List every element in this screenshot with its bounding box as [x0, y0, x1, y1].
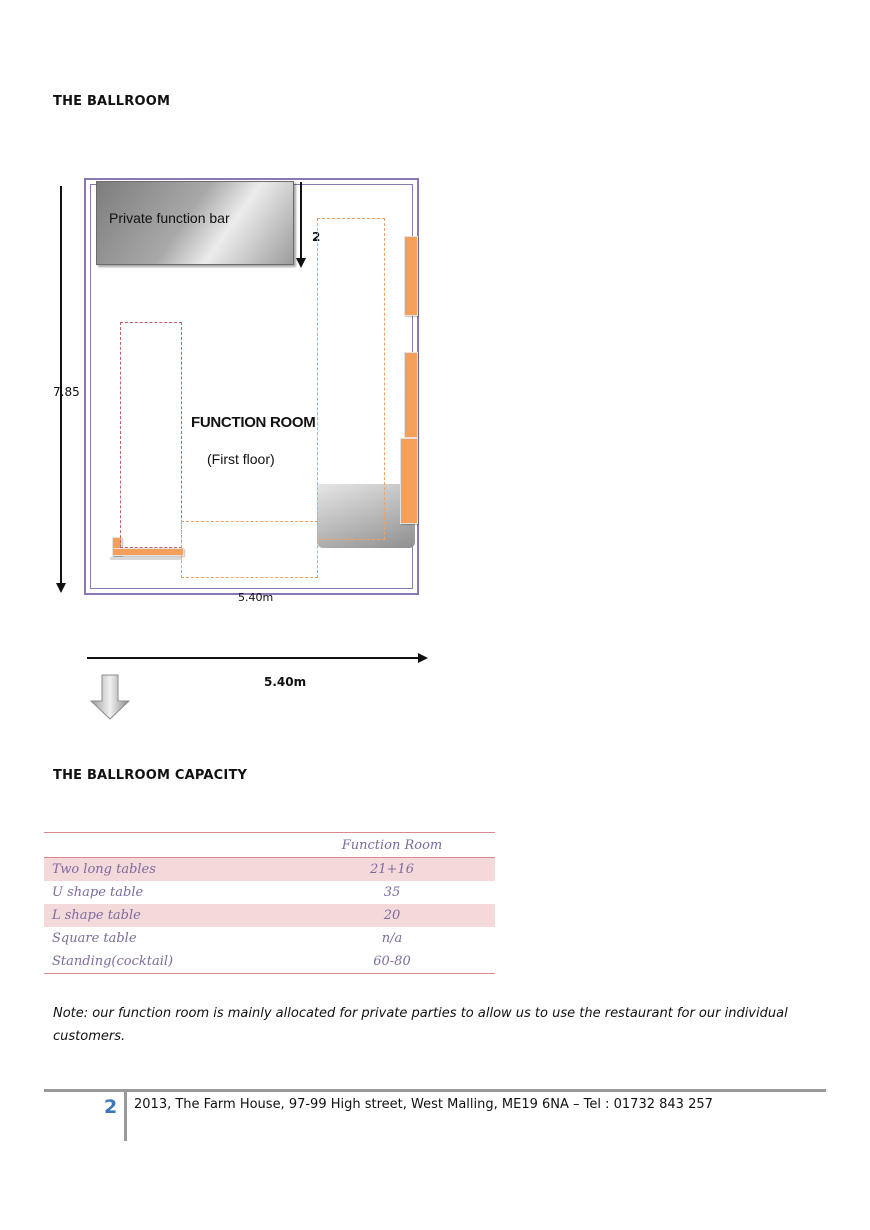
- note-paragraph: Note: our function room is mainly allocated for private parties to allow us to use the restaurant for our individual customers.: [53, 1006, 788, 1044]
- table-row: [44, 881, 495, 904]
- long-table-right: [317, 218, 385, 540]
- table-row: [44, 950, 495, 974]
- footer-vertical-divider: [124, 1091, 127, 1141]
- bar-dimension-label: 2: [312, 230, 321, 244]
- table-row: [44, 904, 495, 927]
- page-number: 2: [104, 1096, 118, 1118]
- width-dimension-line: [87, 657, 419, 659]
- row-value: 35: [383, 885, 401, 900]
- row-layout: Standing(cocktail): [44, 950, 289, 974]
- bar-dimension-arrowhead-icon: [296, 258, 306, 268]
- width-arrowhead-icon: [418, 653, 428, 663]
- bar-label: Private function bar: [109, 210, 230, 226]
- row-layout: Two long tables: [44, 858, 289, 882]
- row-value: 20: [289, 904, 495, 927]
- row-layout: L shape table: [44, 904, 289, 927]
- row-layout: Square table: [52, 931, 137, 946]
- row-layout: U shape table: [52, 885, 144, 900]
- room-subtitle: (First floor): [207, 451, 275, 467]
- table-header-layout: [44, 833, 289, 858]
- table-row: [44, 927, 495, 950]
- table-row: [44, 858, 495, 882]
- down-arrow-icon: [90, 674, 130, 720]
- room-title: FUNCTION ROOM: [191, 414, 316, 431]
- window-bench-bottom-icon: [400, 438, 418, 524]
- section-heading-capacity: THE BALLROOM CAPACITY: [53, 768, 248, 783]
- row-value: 21+16: [289, 858, 495, 882]
- height-arrowhead-icon: [56, 583, 66, 593]
- table-header-row: [44, 833, 495, 858]
- height-dimension-label: 7.85: [53, 385, 80, 399]
- bench-shadow: [110, 557, 182, 560]
- row-value: 60-80: [289, 950, 495, 974]
- table-header-room: Function Room: [289, 833, 495, 858]
- orange-bench-bottom-icon: [112, 548, 184, 556]
- width-dimension-inline-label: 5.40m: [238, 591, 274, 604]
- row-value: n/a: [381, 931, 403, 946]
- bar-dimension-line: [300, 182, 302, 258]
- table-bottom-connector: [181, 521, 318, 578]
- capacity-table: [44, 832, 495, 974]
- footer-address: 2013, The Farm House, 97-99 High street, West Malling, ME19 6NA – Tel : 01732 843 257: [134, 1097, 713, 1112]
- section-heading-ballroom: THE BALLROOM: [53, 94, 171, 109]
- private-function-bar: [96, 181, 294, 265]
- window-bench-top-icon: [404, 236, 418, 316]
- footer-divider: [44, 1089, 826, 1092]
- long-table-left: [120, 322, 182, 548]
- width-dimension-label: 5.40m: [264, 675, 307, 689]
- window-bench-middle-icon: [404, 352, 418, 438]
